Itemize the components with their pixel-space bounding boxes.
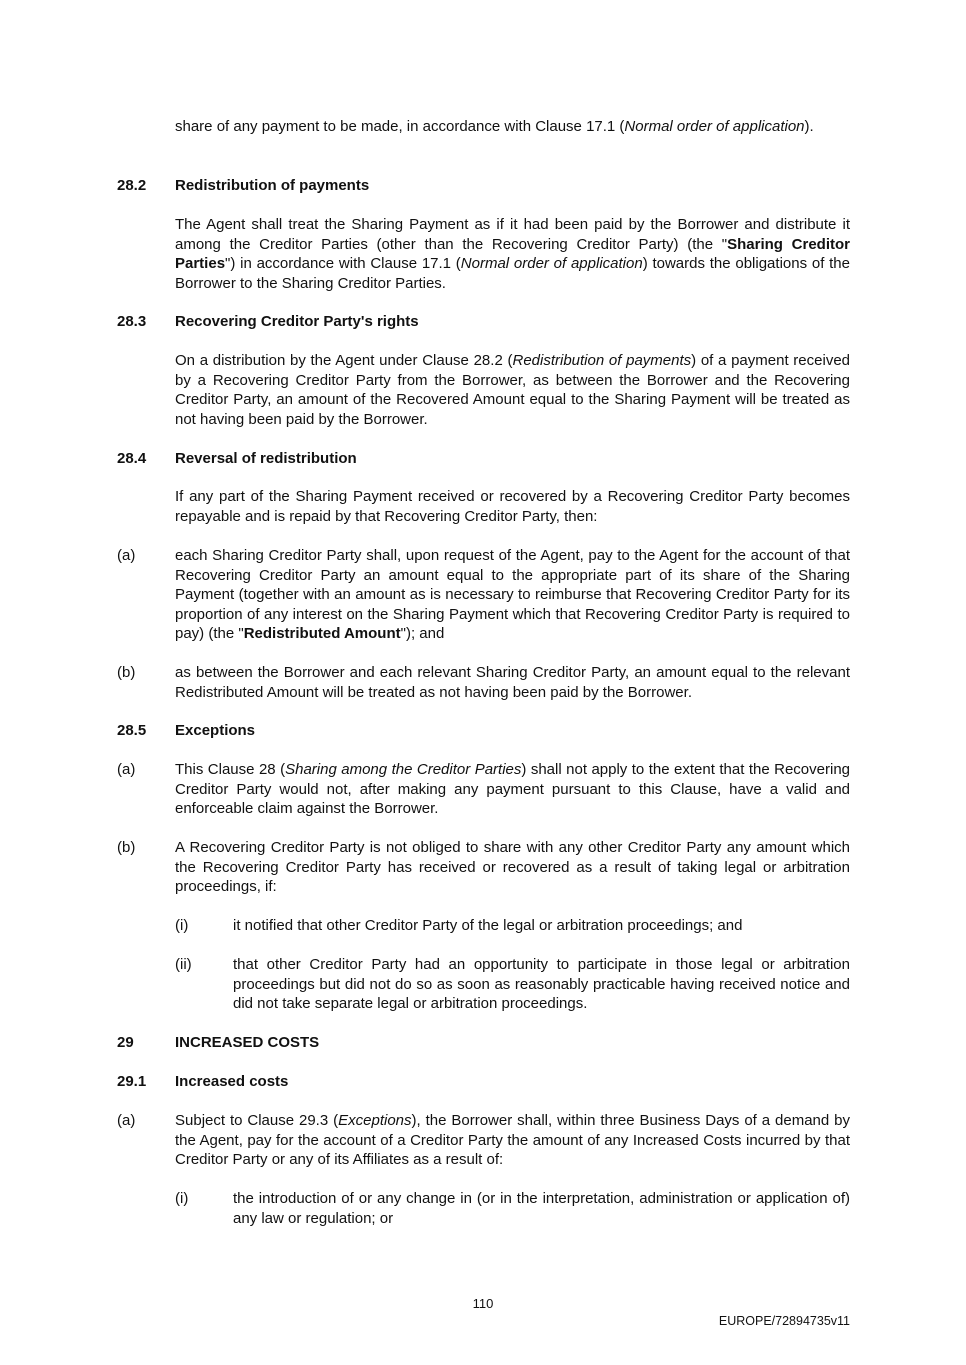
text-run: that other Creditor Party had an opportunity to participate in those legal or arbitration proceedings but did not do so as soon as reasonably practicable having received notice and did not take separate legal or arbitration proceedings.: [233, 956, 850, 1012]
item-label: (a): [117, 547, 136, 564]
clause-number: 28.3: [117, 313, 147, 330]
item-text: [175, 760, 850, 819]
text-run: Subject to Clause 29.3 (: [175, 1112, 339, 1129]
paragraph: [175, 487, 850, 526]
item-label: (b): [117, 839, 136, 856]
defined-term: Sharing Creditor Parties: [175, 235, 850, 272]
item-text: [233, 955, 850, 1014]
text-run: the introduction of or any change in (or in the interpretation, administration or application of) any law or regulation; or: [233, 1190, 850, 1227]
clause-number: 29.1: [117, 1073, 147, 1090]
clause-number: 29: [117, 1034, 134, 1051]
subitem-label: (i): [175, 917, 189, 934]
clause-number: 28.4: [117, 450, 147, 467]
item-label: (a): [117, 761, 136, 778]
item-text: [233, 916, 850, 936]
paragraph: [175, 215, 850, 293]
clause-reference-title: Normal order of application: [624, 118, 805, 135]
item-label: (a): [117, 1112, 136, 1129]
text-run: If any part of the Sharing Payment received or recovered by a Recovering Creditor Party becomes repayable and is repaid by that Recovering Creditor Party, then:: [175, 488, 850, 525]
clause-reference-title: Exceptions: [338, 1112, 412, 1129]
item-text: [233, 1189, 850, 1228]
text-run: ).: [804, 118, 814, 135]
page-number: 110: [472, 1296, 494, 1311]
text-run: A Recovering Creditor Party is not obliged to share with any other Creditor Party any amount which the Recovering Creditor Party has received or recovered as a result of taking legal or arbitration proceedings, if:: [175, 839, 850, 895]
text-run: ") in accordance with Clause 17.1 (: [225, 255, 461, 272]
clause-heading: Increased costs: [175, 1073, 289, 1090]
text-run: ), the Borrower shall, within three Business Days of a demand by the Agent, pay for the account of a Creditor Party the amount of any Increased Costs incurred by that Creditor Party or any of its Affiliates as a result of:: [175, 1112, 851, 1168]
item-text: [175, 546, 850, 644]
document-reference: EUROPE/72894735v11: [718, 1314, 850, 1328]
text-run: as between the Borrower and each relevant Sharing Creditor Party, an amount equal to the relevant Redistributed Amount will be treated as not having been paid by the Borrower.: [175, 664, 850, 701]
text-run: it notified that other Creditor Party of the legal or arbitration proceedings; and: [233, 917, 743, 934]
paragraph: [175, 117, 850, 137]
clause-reference-title: Redistribution of payments: [512, 352, 692, 369]
item-text: [175, 663, 850, 702]
text-run: This Clause 28 (: [175, 761, 286, 778]
text-run: "); and: [400, 625, 445, 642]
clause-heading: Reversal of redistribution: [175, 450, 357, 467]
item-label: (b): [117, 664, 136, 681]
text-run: ) shall not apply to the extent that the Recovering Creditor Party would not, after making any payment pursuant to this Clause, have a valid and enforceable claim against the Borrower.: [175, 761, 851, 817]
clause-reference-title: Normal order of application: [460, 255, 643, 272]
text-run: share of any payment to be made, in accordance with Clause 17.1 (: [175, 118, 625, 135]
defined-term: Redistributed Amount: [243, 625, 401, 642]
clause-heading: INCREASED COSTS: [175, 1034, 320, 1051]
subitem-label: (ii): [175, 956, 192, 973]
text-run: ) towards the obligations of the Borrower to the Sharing Creditor Parties.: [175, 255, 850, 292]
text-run: The Agent shall treat the Sharing Payment as if it had been paid by the Borrower and distribute it among the Creditor Parties (other than the Recovering Creditor Party) (the ": [175, 216, 850, 253]
clause-heading: Exceptions: [175, 722, 256, 739]
subitem-label: (i): [175, 1190, 189, 1207]
text-run: ) of a payment received by a Recovering Creditor Party from the Borrower, as between the Borrower and the Recovering Creditor Party, an amount of the Recovered Amount equal to the Sharing Payment will be treated as not having been paid by the Borrower.: [175, 352, 851, 428]
item-text: [175, 838, 850, 897]
text-run: each Sharing Creditor Party shall, upon request of the Agent, pay to the Agent for the account of that Recovering Creditor Party an amount equal to the appropriate part of its share of the Sharing Payment (together with an amount as is necessary to reimburse that Recovering Creditor Party for its proportion of any interest on the Sharing Payment which that Recovering Creditor Party is required to pay) (the ": [175, 547, 850, 642]
clause-heading: Redistribution of payments: [175, 177, 370, 194]
clause-number: 28.2: [117, 177, 147, 194]
paragraph: [175, 351, 850, 429]
clause-reference-title: Sharing among the Creditor Parties: [285, 761, 522, 778]
clause-heading: Recovering Creditor Party's rights: [175, 313, 419, 330]
text-run: On a distribution by the Agent under Clause 28.2 (: [175, 352, 513, 369]
item-text: [175, 1111, 850, 1170]
clause-number: 28.5: [117, 722, 147, 739]
